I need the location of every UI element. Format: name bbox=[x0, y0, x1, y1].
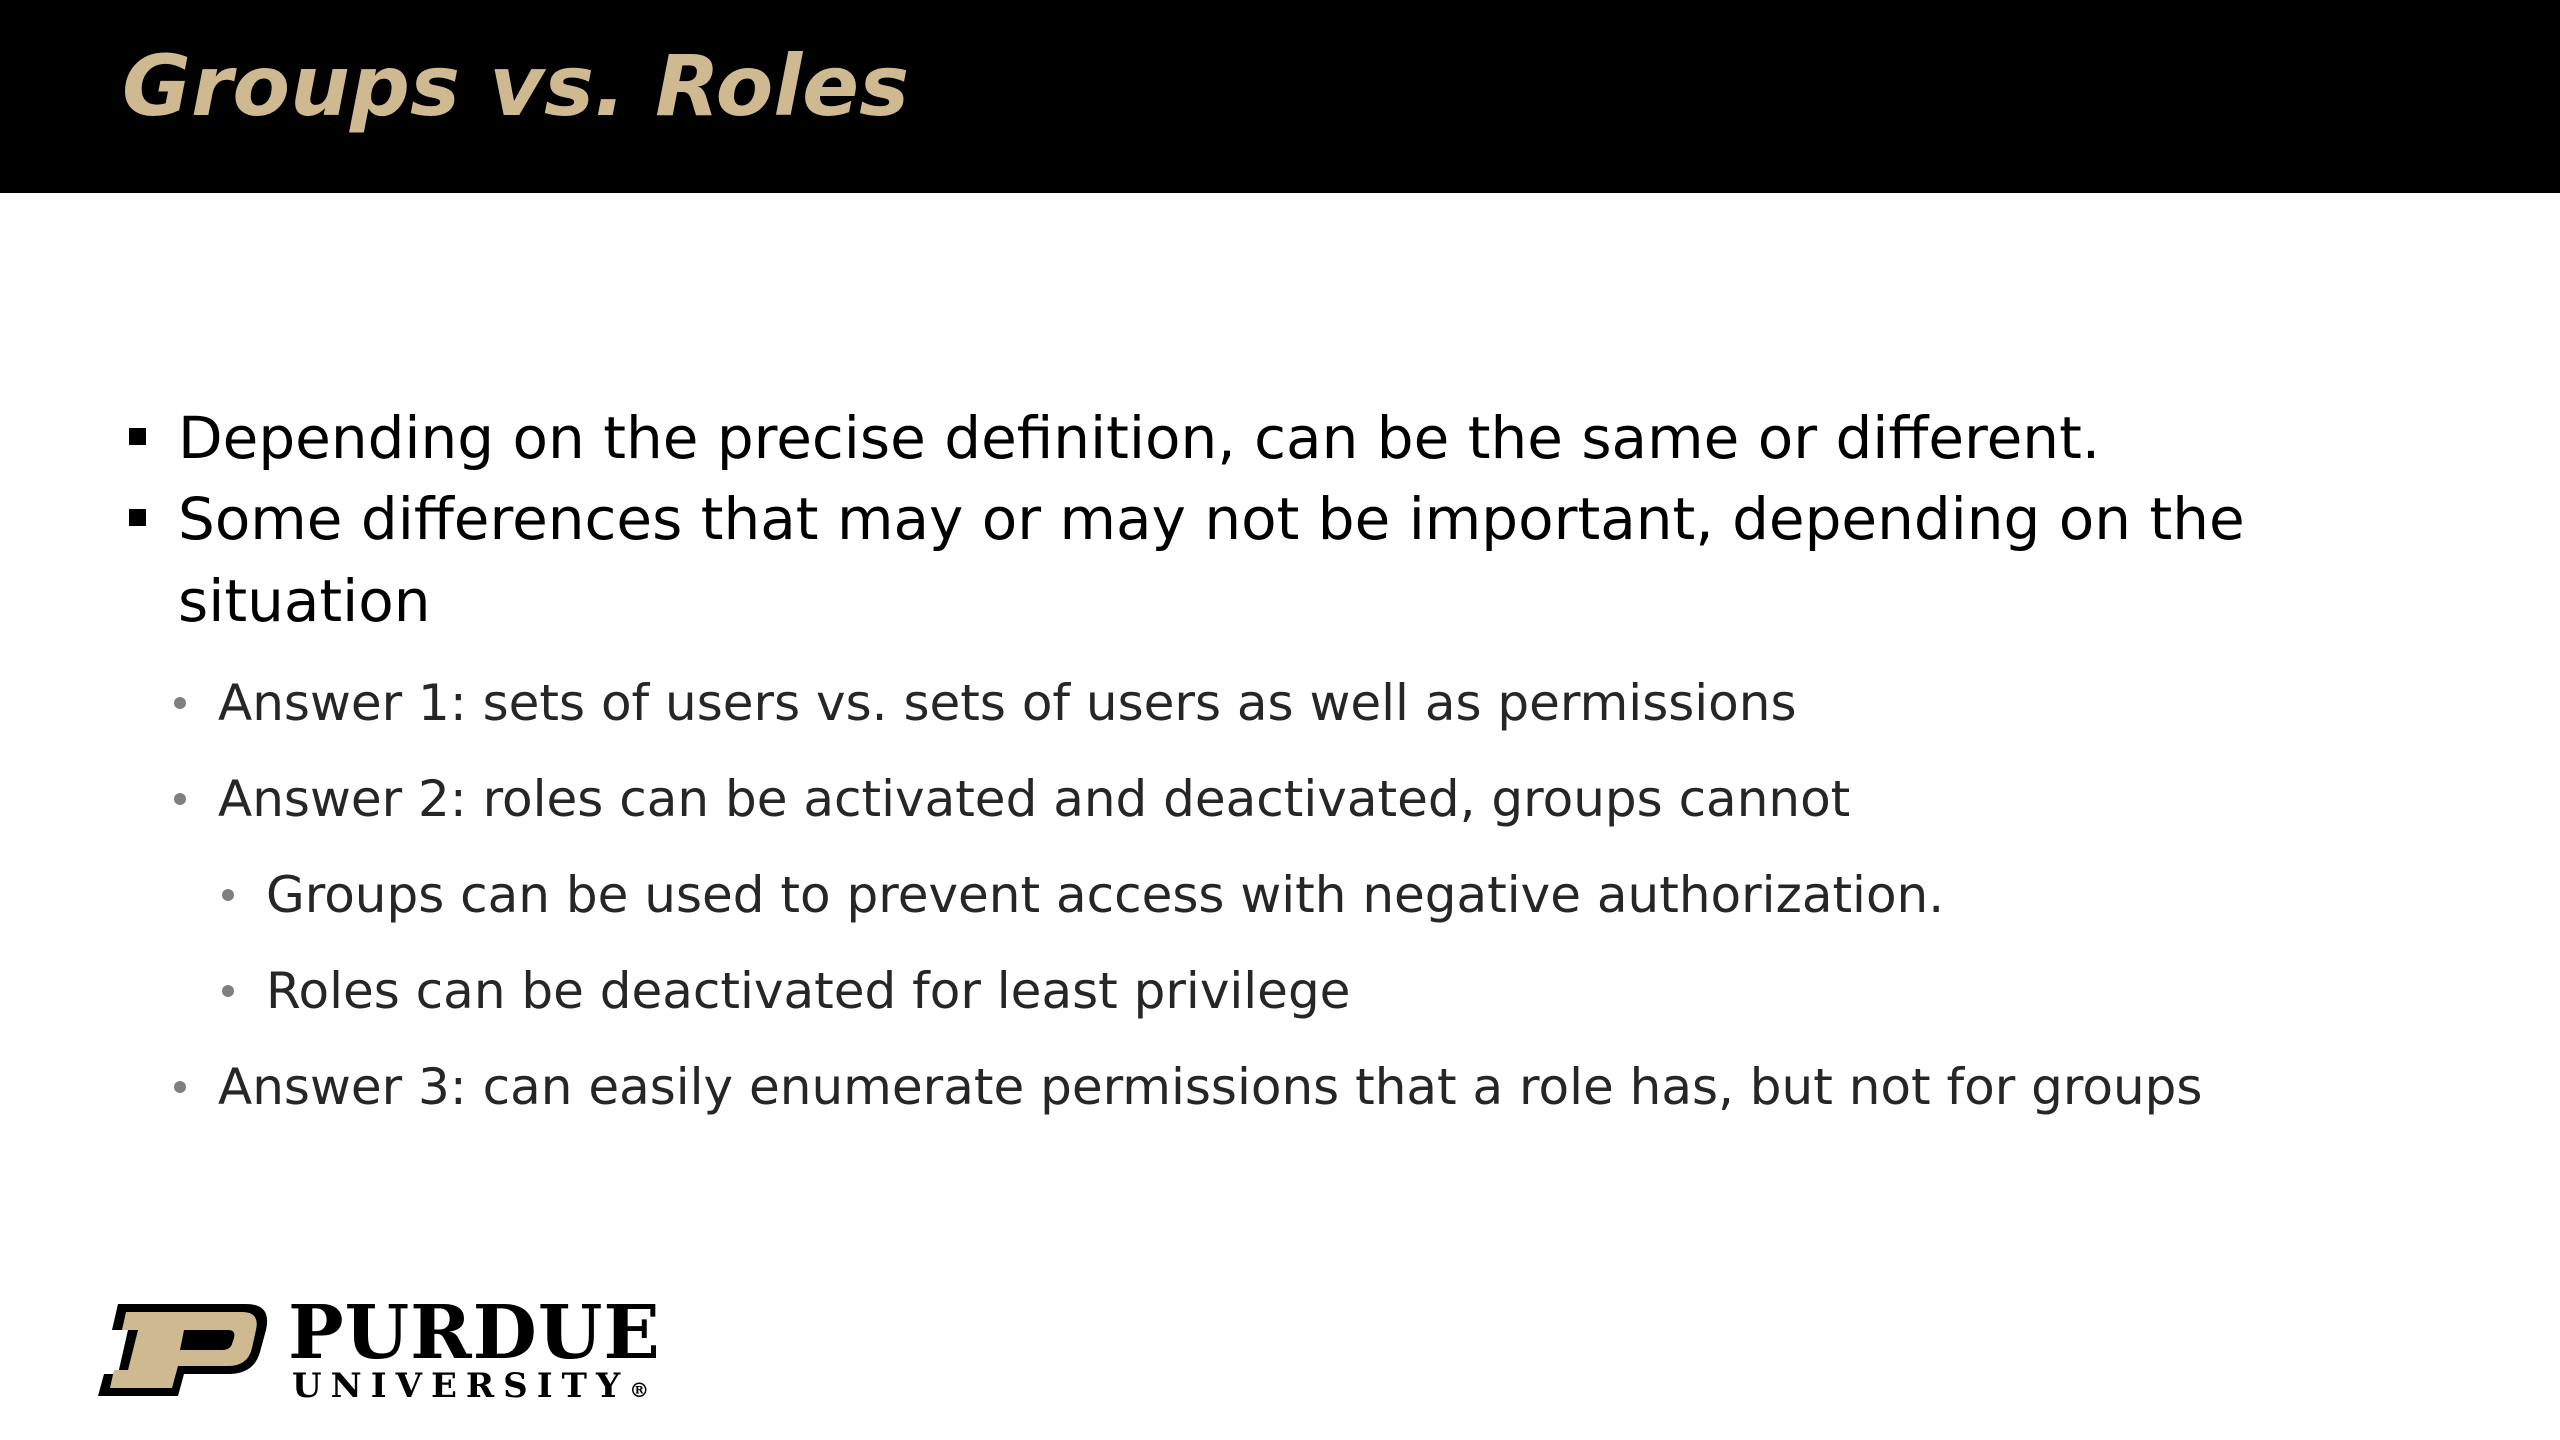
sub-bullet-answer-1: Answer 1: sets of users vs. sets of users as well as permissions bbox=[218, 674, 1797, 732]
square-bullet-icon bbox=[129, 509, 146, 526]
dot-bullet-icon bbox=[174, 793, 186, 805]
logo-wordmark: PURDUE bbox=[288, 1290, 661, 1376]
bullet-2-line-1: Some differences that may or may not be important, depending on the bbox=[178, 485, 2245, 553]
registered-mark: ® bbox=[629, 1378, 650, 1402]
dot-bullet-icon bbox=[174, 1081, 186, 1093]
dot-bullet-icon bbox=[174, 697, 186, 709]
square-bullet-icon bbox=[129, 428, 146, 445]
sub-bullet-answer-2: Answer 2: roles can be activated and deactivated, groups cannot bbox=[218, 770, 1851, 828]
bullet-1: Depending on the precise definition, can be the same or different. bbox=[178, 404, 2101, 472]
bullet-2-line-2: situation bbox=[178, 567, 431, 635]
sub-sub-bullet-roles: Roles can be deactivated for least privilege bbox=[266, 962, 1351, 1020]
dot-bullet-icon bbox=[222, 985, 234, 997]
purdue-logo bbox=[96, 1290, 661, 1410]
dot-bullet-icon bbox=[222, 889, 234, 901]
logo-subtext-word: UNIVERSITY bbox=[292, 1366, 630, 1406]
sub-bullet-answer-3: Answer 3: can easily enumerate permissions that a role has, but not for groups bbox=[218, 1058, 2203, 1116]
purdue-p-icon bbox=[96, 1300, 272, 1400]
title-bar bbox=[0, 0, 2560, 193]
slide-title: Groups vs. Roles bbox=[122, 37, 910, 135]
sub-sub-bullet-groups: Groups can be used to prevent access with negative authorization. bbox=[266, 866, 1945, 924]
logo-subtext bbox=[292, 1366, 649, 1410]
